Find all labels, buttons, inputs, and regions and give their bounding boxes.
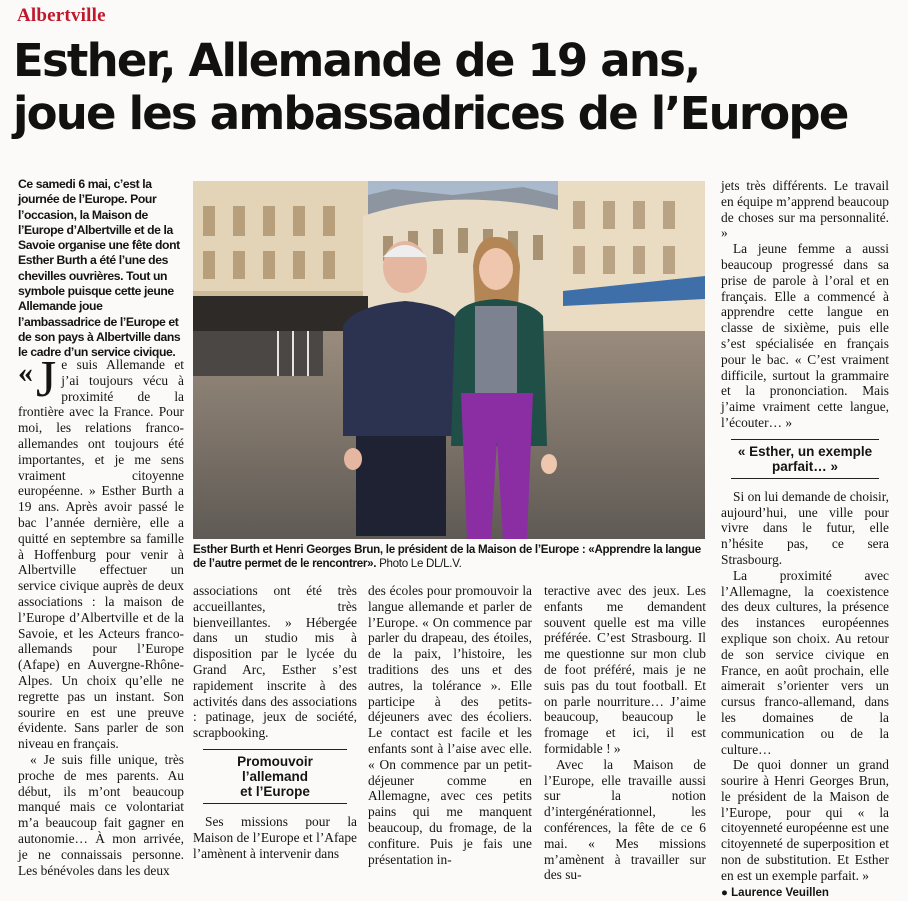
col5-paragraph-1: jets très différents. Le travail en équipe m’apprend beaucoup de choses sur ma personnalité. » (721, 178, 889, 241)
intertitle-2: « Esther, un exemple parfait… » (737, 443, 873, 474)
headline (13, 34, 903, 140)
photo-credit: Photo Le DL/L.V. (376, 557, 462, 570)
headline-line-2: joue les ambassadrices de l’Europe (13, 87, 848, 140)
intertitle-1: Promouvoir l’allemand et l’Europe (237, 753, 313, 799)
column-4 (544, 583, 706, 883)
col5-paragraph-2: La jeune femme a aussi beaucoup progressé dans sa prise de parole à l’oral et en français. Elle a commencé à apprendre cette langue en classe de sixième, puis elle s’est spécialisée en français pour le bac. « C’est vraiment difficile, surtout la grammaire et la prononciation. Mais j’aime vraiment cette langue, l’écouter… » (721, 241, 889, 430)
bullet-icon: ● (721, 886, 728, 899)
col1-paragraph-1: « J e suis Allemande et j’ai toujours vécu à proximité de la frontière avec la France. Pour moi, les relations franco-allemandes ont toujours été importantes, et je me sens vraiment citoyenne européenne. » Esther Burth a 19 ans. Après avoir passé le bac l’année dernière, elle a quitté en septembre sa famille à Hoffenburg pour venir à Albertville effectuer un service civique auprès de deux associations : la maison de l’Europe d’Albertville et de la Savoie, et les Acteurs franco-allemands pour l’Europe (Afape) en Auvergne-Rhône-Alpes. Un choix qu’elle ne regrette pas un instant. Son sourire en est une preuve évidente. Sans parler de son niveau en français. (18, 351, 184, 752)
section-label: Albertville (17, 5, 106, 26)
drop-cap: J (36, 351, 57, 408)
photo-caption (193, 543, 708, 571)
chapo: Ce samedi 6 mai, c’est la journée de l’Europe. Pour l’occasion, la Maison de l’Europe d’Albertville et de la Savoie organise une fête dont Esther Burth a été l’une des chevilles ouvrières. Tout un symbole puisque cette jeune Allemande joue l’ambassadrice de l’Europe et de son pays à Albertville dans le cadre d’un service civique. (18, 177, 181, 360)
col4-paragraph-1: teractive avec des jeux. Les enfants me demandent souvent quelle est ma ville préférée. C’est Strasbourg. Il me questionne sur mon club de foot préféré, mais je ne suis pas du tout football. Et on parle nourriture… J’aime beaucoup, beaucoup le fromage et ici, il est formidable ! » (544, 583, 706, 756)
opening-quote: « (18, 356, 33, 389)
col5-paragraph-4: La proximité avec l’Allemagne, la coexistence des deux cultures, la présence des instances européennes explique son choix. Au retour de son service civique en France, en août prochain, elle aimerait s’orienter vers un cursus franco-allemand, dans les domaines de la communication ou de la culture… (721, 567, 889, 757)
col1-paragraph-2: « Je suis fille unique, très proche de mes parents. Au début, ils m’ont beaucoup manqué mais ce volontariat m’a beaucoup fait gagner en autonomie… À mon arrivée, je ne connaissais personne. Les bénévoles dans les deux (18, 751, 184, 878)
divider (731, 478, 879, 479)
col2-paragraph-2: Ses missions pour la Maison de l’Europe et l’Afape l’amènent à intervenir dans (193, 813, 357, 861)
headline-line-1: Esther, Allemande de 19 ans, (13, 34, 700, 87)
col5-paragraph-5: De quoi donner un grand sourire à Henri Georges Brun, le président de la Maison de l’Europe, pour qui « la citoyenneté européenne est une citoyenneté de superposition et non de substitution. Et Esther en est un exemple parfait. » (721, 757, 889, 883)
col4-paragraph-2: Avec la Maison de l’Europe, elle travaille aussi sur la notion d’intergénérationnel, les conférences, la fête de ce 6 mai. « Mes missions m’amènent à travailler sur des su- (544, 756, 706, 883)
article-photo (193, 181, 705, 539)
photo-illustration (193, 181, 705, 539)
divider (203, 749, 347, 750)
divider (731, 439, 879, 440)
column-3 (368, 583, 532, 867)
col5-paragraph-3: Si on lui demande de choisir, aujourd’hui, une ville pour vivre dans le futur, elle n’hésite pas, ce sera Strasbourg. (721, 488, 889, 567)
col2-paragraph-1: associations ont été très accueillantes, très bienveillantes. » Hébergée dans un studio mis à disposition par le lycée du Grand Arc, Esther s’est rapidement inscrite à des activités dans des associations : patinage, jeux de société, scrapbooking. (193, 583, 357, 741)
divider (203, 803, 347, 804)
caption-text: Esther Burth et Henri Georges Brun, le président de la Maison de l’Europe : «Apprendre la langue de l’autre permet de le rencontrer». (193, 543, 701, 570)
col3-paragraph-1: des écoles pour promouvoir la langue allemande et parler de l’Europe. « On commence par parler du drapeau, des étoiles, de la paix, l’histoire, les traditions des uns et des autres, la tolérance ». Elle participe à des petits-déjeuners avec des écoliers. Le contact est facile et les enfants sont à l’aise avec elle. « On commence par un petit-déjeuner comme en Allemagne, avec ces petits pains qui me manquent beaucoup, du fromage, de la confiture. Puis je fais une présentation in- (368, 583, 532, 867)
column-1 (18, 351, 184, 878)
author-name: Laurence Veuillen (731, 886, 829, 899)
column-5 (721, 178, 889, 901)
column-2 (193, 583, 357, 861)
author-signature (721, 886, 889, 901)
